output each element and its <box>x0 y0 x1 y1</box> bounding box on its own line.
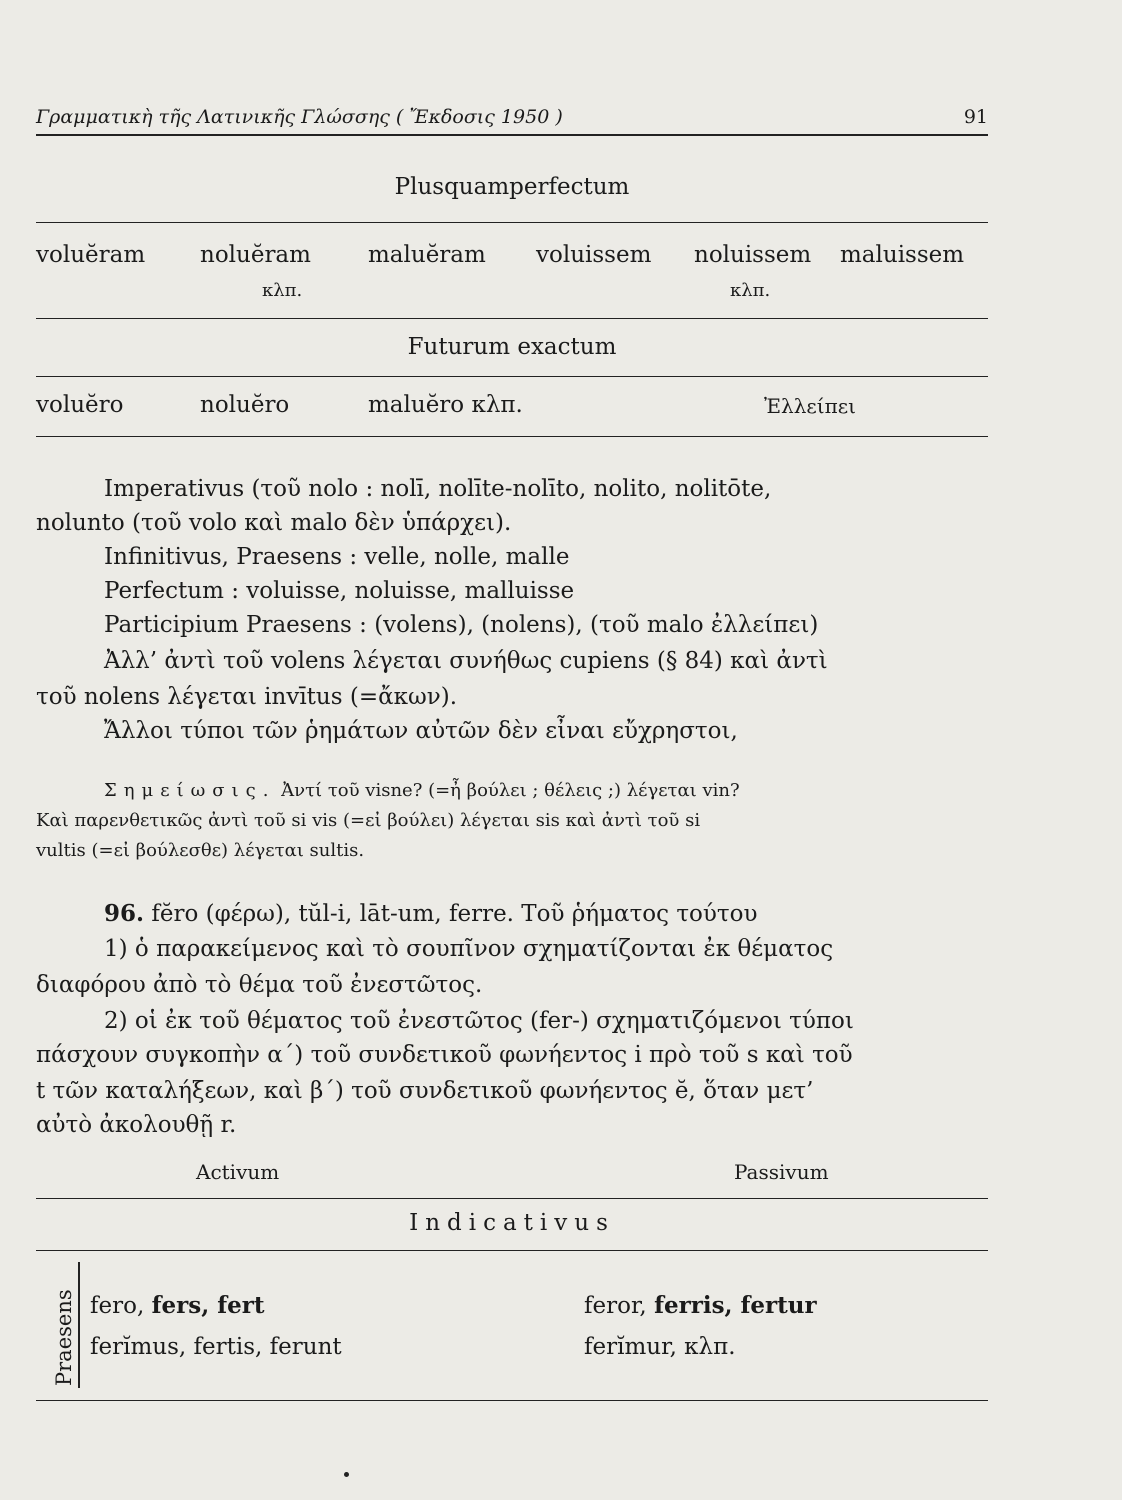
section-line: 2) οἱ ἐκ τοῦ θέματος τοῦ ἐνεστῶτος (fer-) σχηματιζόμενοι τύποι <box>104 1008 854 1034</box>
form-voluissem: voluissem <box>536 242 652 268</box>
section-line: 1) ὁ παρακείμενος καὶ τὸ σουπῖνον σχηματίζονται ἐκ θέματος <box>104 936 834 962</box>
section-line: αὐτὸ ἀκολουθῇ r. <box>36 1112 237 1138</box>
active-row-2: ferĭmus, fertis, ferunt <box>90 1334 342 1360</box>
note-line-1 <box>104 782 740 800</box>
praesens-side-label: Praesens <box>52 1289 76 1386</box>
divider <box>36 1198 988 1199</box>
divider <box>36 1250 988 1251</box>
form-nolero: noluĕro <box>200 392 290 418</box>
header-title: Γραμματικὴ τῆς Λατινικῆς Γλώσσης ( Ἔκδοσις 1950 ) <box>36 106 563 128</box>
passive-row-1 <box>584 1294 817 1318</box>
futurum-heading: Futurum exactum <box>407 334 617 360</box>
section-96-line-1 <box>104 902 757 926</box>
divider <box>36 376 988 377</box>
active-form-plain: fero, <box>90 1293 152 1319</box>
note-text: Ἀντί τοῦ visne? (=ἦ βούλει ; θέλεις ;) λέγεται vin? <box>281 780 740 801</box>
body-line: Perfectum : voluisse, noluisse, malluisse <box>104 578 575 604</box>
section-line: t τῶν καταλήξεων, καὶ β΄) τοῦ συνδετικοῦ φωνήεντος ĕ, ὅταν μετ’ <box>36 1078 814 1104</box>
body-line: Imperativus (τοῦ nolo : nolī, nolīte-nolīto, nolito, nolitōte, <box>104 476 772 502</box>
note-line-2: Καὶ παρενθετικῶς ἀντὶ τοῦ si vis (=εἰ βούλει) λέγεται sis καὶ ἀντὶ τοῦ si <box>36 810 701 831</box>
divider <box>36 1400 988 1401</box>
form-maleram: maluĕram <box>368 242 486 268</box>
passive-form-bold: ferris, fertur <box>654 1292 817 1319</box>
body-line: Participium Praesens : (volens), (nolens), (τοῦ malo ἐλλείπει) <box>104 612 819 638</box>
ink-dot <box>344 1472 349 1477</box>
form-voleram: voluĕram <box>36 242 146 268</box>
body-line: Ἄλλοι τύποι τῶν ῥημάτων αὐτῶν δὲν εἶναι εὔχρηστοι, <box>104 718 738 744</box>
passive-row-2: ferĭmur, κλπ. <box>584 1334 736 1360</box>
form-noleram: noluĕram <box>200 242 311 268</box>
etc-right: κλπ. <box>730 280 771 301</box>
row-bracket <box>78 1262 80 1388</box>
passivum-heading: Passivum <box>734 1160 829 1184</box>
active-form-bold: fers, fert <box>151 1292 265 1319</box>
body-line: Ἀλλ’ ἀντὶ τοῦ volens λέγεται συνήθως cupiens (§ 84) καὶ ἀντὶ <box>104 648 828 674</box>
plusquam-heading: Plusquamperfectum <box>394 174 630 200</box>
missing-note: Ἐλλείπει <box>764 394 856 418</box>
divider <box>36 318 988 319</box>
running-header <box>36 100 988 136</box>
passive-form-plain: feror, <box>584 1293 655 1319</box>
form-malero: maluĕro κλπ. <box>368 392 523 418</box>
divider <box>36 436 988 437</box>
indicativus-heading: Indicativus <box>409 1210 615 1236</box>
note-label: Σημείωσις. <box>104 780 276 801</box>
section-text: fĕro (φέρω), tŭl-i, lāt-um, ferre. Τοῦ ῥήματος τούτου <box>151 901 758 927</box>
etc-left: κλπ. <box>262 280 303 301</box>
section-line: πάσχουν συγκοπὴν α΄) τοῦ συνδετικοῦ φωνήεντος i πρὸ τοῦ s καὶ τοῦ <box>36 1042 853 1068</box>
form-noluissem: noluissem <box>694 242 812 268</box>
activum-heading: Activum <box>196 1160 280 1184</box>
body-line: Infinitivus, Praesens : velle, nolle, malle <box>104 544 570 570</box>
note-line-3: vultis (=εἰ βούλεσθε) λέγεται sultis. <box>36 840 365 861</box>
body-line: nolunto (τοῦ volo καὶ malo δὲν ὑπάρχει). <box>36 510 512 536</box>
section-line: διαφόρου ἀπὸ τὸ θέμα τοῦ ἐνεστῶτος. <box>36 972 483 998</box>
body-line: τοῦ nolens λέγεται invītus (=ἄκων). <box>36 684 458 710</box>
section-number: 96. <box>104 900 145 927</box>
divider <box>36 222 988 223</box>
active-row-1 <box>90 1294 264 1318</box>
form-maluissem: maluissem <box>840 242 965 268</box>
form-volero: voluĕro <box>36 392 124 418</box>
page-number: 91 <box>963 106 988 128</box>
